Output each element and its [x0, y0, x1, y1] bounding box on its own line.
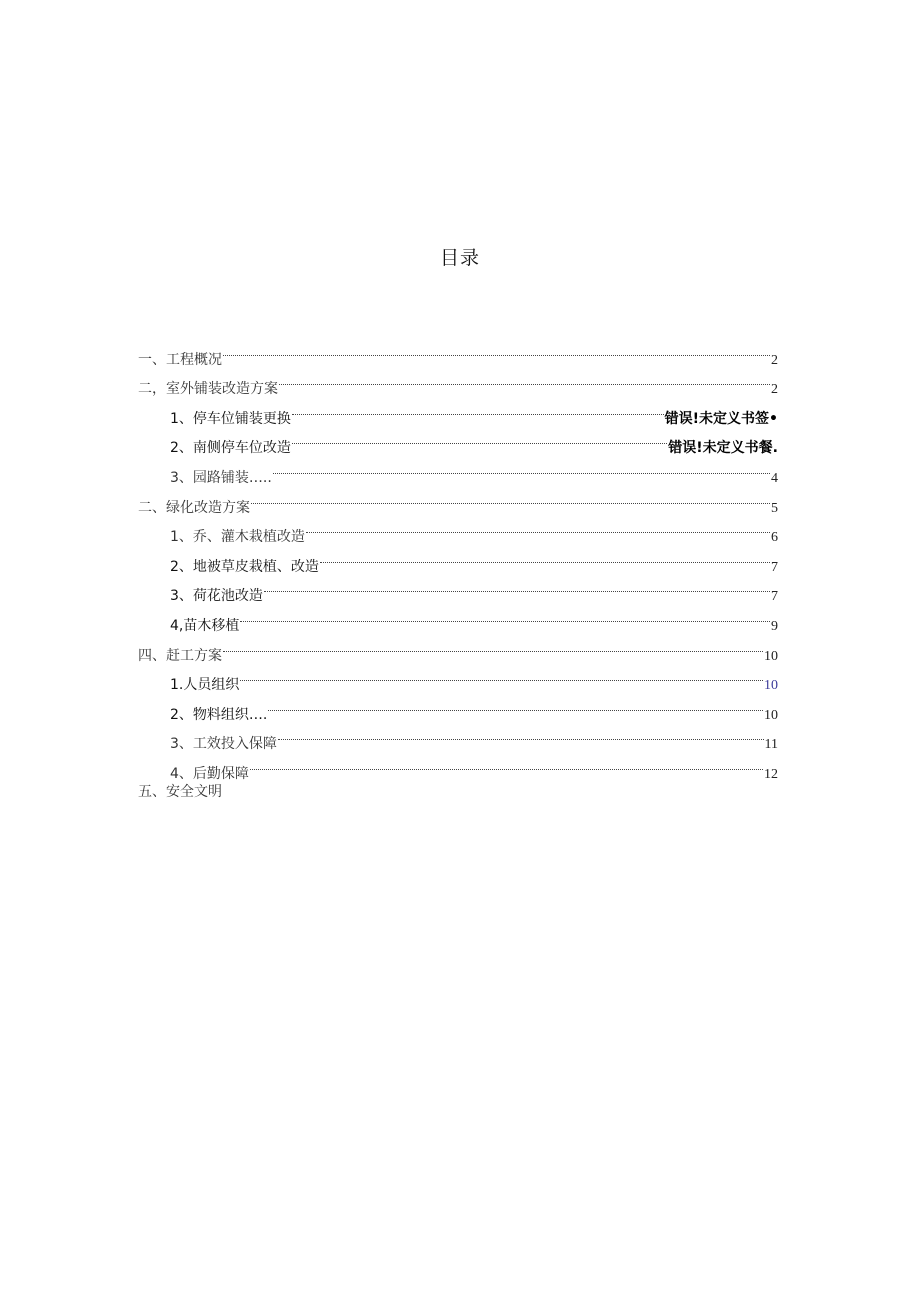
toc-leader-dots: [292, 423, 667, 453]
toc-leader-dots: [273, 452, 770, 482]
toc-entry-page: 12: [764, 766, 778, 782]
toc-leader-dots: [251, 482, 770, 512]
toc-entry-label: 3、园路铺装…..: [170, 469, 272, 486]
toc-entry-label: 3、工效投入保障: [170, 736, 277, 753]
toc-leader-dots: [240, 600, 770, 630]
toc-entry-label: 1、停车位铺装更换: [170, 410, 291, 427]
toc-leader-dots: [278, 719, 764, 749]
toc-entry-label: 4,苗木移植: [170, 617, 240, 634]
table-of-contents: [138, 334, 778, 808]
toc-entry-label: 一、工程概况: [138, 351, 222, 368]
toc-entry-label: 4、后勤保障: [170, 765, 249, 782]
toc-entry-page: 6: [771, 530, 778, 546]
toc-entry-page: 4: [771, 470, 778, 486]
toc-leader-dots: [250, 748, 763, 778]
toc-entry[interactable]: [138, 334, 778, 368]
toc-entry-label: 五、安全文明: [138, 783, 222, 800]
toc-entry-page-error: 错误!未定义书餐.: [668, 440, 778, 457]
toc-leader-dots: [292, 393, 664, 423]
toc-leader-dots: [223, 630, 763, 660]
toc-entry-label: 2、南侧停车位改造: [170, 440, 291, 457]
toc-entry-label: 1.人员组织: [170, 677, 240, 694]
toc-entry-label: 1、乔、灌木栽植改造: [170, 529, 305, 546]
toc-entry-page: 7: [771, 589, 778, 605]
toc-entry-label: 3、荷花池改造: [170, 588, 263, 605]
toc-entry-page: 10: [764, 648, 778, 664]
toc-entry[interactable]: [138, 364, 778, 398]
toc-entry-label: 四、赶工方案: [138, 647, 222, 664]
toc-leader-dots: [279, 364, 770, 394]
toc-entry-page: 9: [771, 618, 778, 634]
toc-entry[interactable]: [138, 660, 778, 694]
toc-entry[interactable]: [138, 630, 778, 664]
toc-leader-dots: [223, 334, 770, 364]
toc-entry-label: 2、物料组织….: [170, 706, 268, 723]
toc-entry-page: 2: [771, 352, 778, 368]
toc-entry-label: 2、地被草皮栽植、改造: [170, 558, 319, 575]
toc-entry-page: 11: [764, 737, 778, 753]
toc-entry-page-link[interactable]: 10: [764, 678, 778, 694]
toc-leader-dots: [264, 571, 770, 601]
toc-entry-page-error: 错误!未定义书签•: [664, 410, 778, 427]
toc-entry-page: 10: [764, 707, 778, 723]
toc-entry-page: 2: [771, 382, 778, 398]
toc-entry-page: 5: [771, 500, 778, 516]
toc-leader-dots: [268, 689, 763, 719]
toc-leader-dots: [320, 541, 770, 571]
toc-entry-page: 7: [771, 559, 778, 575]
toc-entry-label: 二，室外铺装改造方案: [138, 381, 278, 398]
toc-leader-dots: [306, 512, 770, 542]
toc-leader-dots: [240, 660, 763, 690]
page-title: 目录: [439, 247, 480, 269]
toc-entry-label: 二、绿化改造方案: [138, 499, 250, 516]
